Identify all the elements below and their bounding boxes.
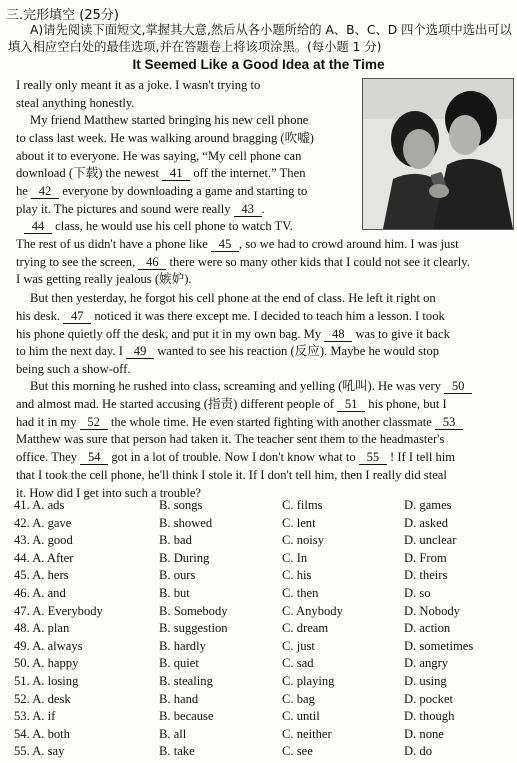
- option-b[interactable]: B. During: [159, 550, 210, 565]
- text-line: steal anything honestly.: [16, 95, 135, 110]
- option-a[interactable]: 44. A. After: [14, 550, 74, 565]
- option-d[interactable]: D. using: [404, 673, 447, 688]
- blank-46[interactable]: 46: [138, 255, 166, 270]
- option-a[interactable]: 51. A. losing: [14, 673, 79, 688]
- text-line: My friend Matthew started bringing his new cell phone: [30, 113, 309, 127]
- option-row-54: [14, 726, 514, 744]
- option-b[interactable]: B. but: [159, 585, 190, 600]
- text-line: he 42 everyone by downloading a game and starting to: [16, 184, 308, 199]
- option-c[interactable]: C. see: [282, 744, 313, 759]
- option-d[interactable]: D. Nobody: [404, 603, 460, 618]
- paragraph-1: [16, 77, 358, 113]
- option-row-50: [14, 655, 514, 673]
- option-a[interactable]: 48. A. plan: [14, 621, 70, 636]
- blank-42[interactable]: 42: [31, 184, 59, 199]
- text-line: The rest of us didn't have a phone like 45 , so we had to crowd around him. I was just: [16, 236, 459, 251]
- option-c[interactable]: C. playing: [282, 673, 335, 688]
- option-d[interactable]: D. unclear: [404, 533, 457, 548]
- text-line: to class last week. He was walking around bragging (吹嘘): [16, 130, 314, 145]
- option-row-44: [14, 550, 514, 568]
- option-row-43: [14, 532, 514, 550]
- paragraph-4: [16, 290, 512, 379]
- option-row-46: [14, 585, 514, 603]
- instructions: [8, 22, 514, 56]
- text-line: But this morning he rushed into class, screaming and yelling (吼叫). He was very 50: [16, 378, 512, 396]
- option-c[interactable]: C. lent: [282, 515, 316, 530]
- passage-title: It Seemed Like a Good Idea at the Time: [132, 57, 385, 72]
- option-b[interactable]: B. because: [159, 709, 214, 724]
- blank-51[interactable]: 51: [337, 397, 365, 412]
- text-line: I really only meant it as a joke. I wasn't trying to: [16, 78, 261, 92]
- blank-55[interactable]: 55: [359, 450, 387, 465]
- option-c[interactable]: C. noisy: [282, 533, 324, 548]
- option-d[interactable]: D. pocket: [404, 691, 453, 706]
- option-c[interactable]: C. sad: [282, 656, 314, 671]
- option-d[interactable]: D. asked: [404, 515, 449, 530]
- paragraph-5: [16, 378, 512, 503]
- text-line: 44 class, he would use his cell phone to watch TV.: [16, 218, 512, 236]
- option-b[interactable]: B. songs: [159, 498, 203, 512]
- blank-52[interactable]: 52: [80, 415, 108, 430]
- option-d[interactable]: D. games: [404, 498, 452, 512]
- passage-photo: [362, 78, 514, 230]
- section-title: 三.完形填空 (25分): [6, 8, 119, 23]
- option-b[interactable]: B. Somebody: [159, 603, 228, 618]
- blank-48[interactable]: 48: [324, 327, 352, 342]
- text-line: and almost mad. He started accusing (指责) different people of 51 his phone, but I: [16, 396, 447, 411]
- text-line: trying to see the screen, 46 there were so many other kids that I could not see it clearly.: [16, 254, 470, 269]
- option-a[interactable]: 46. A. and: [14, 585, 66, 600]
- option-d[interactable]: D. action: [404, 621, 451, 636]
- instructions-line-2: 填入相应空白处的最佳选项,并在答题卷上将该项涂黑。(每小题 1 分): [8, 40, 382, 54]
- option-c[interactable]: C. In: [282, 550, 308, 565]
- text-line: download (下载) the newest 41 off the internet.” Then: [16, 166, 306, 181]
- option-c[interactable]: C. until: [282, 709, 320, 724]
- text-line: his phone quietly off the desk, and put it in my own bag. My 48 was to give it back: [16, 326, 450, 341]
- option-d[interactable]: D. From: [404, 550, 447, 565]
- option-a[interactable]: 43. A. good: [14, 533, 73, 548]
- option-b[interactable]: B. all: [159, 726, 187, 741]
- option-c[interactable]: C. bag: [282, 691, 315, 706]
- text-line: to him the next day. I 49 wanted to see his reaction (反应). Maybe he would stop: [16, 344, 440, 359]
- option-d[interactable]: D. sometimes: [404, 638, 474, 653]
- option-b[interactable]: B. suggestion: [159, 621, 228, 636]
- option-d[interactable]: D. do: [404, 744, 432, 759]
- text-line: that I took the cell phone, he'll think I stole it. If I don't tell him, then I really did steal: [16, 467, 447, 482]
- option-c[interactable]: C. just: [282, 638, 315, 653]
- option-b[interactable]: B. take: [159, 744, 195, 759]
- option-a[interactable]: 53. A. if: [14, 709, 56, 724]
- option-a[interactable]: 54. A. both: [14, 726, 70, 741]
- text-line: Matthew was sure that person had taken it. The teacher sent them to the headmaster's: [16, 432, 445, 447]
- option-a[interactable]: 50. A. happy: [14, 656, 79, 671]
- blank-54[interactable]: 54: [80, 450, 108, 465]
- option-b[interactable]: B. ours: [159, 568, 196, 583]
- option-row-51: [14, 673, 514, 691]
- option-row-47: [14, 603, 514, 621]
- option-a[interactable]: 55. A. say: [14, 744, 65, 759]
- blank-41[interactable]: 41: [162, 166, 190, 181]
- option-c[interactable]: C. neither: [282, 726, 332, 741]
- option-row-49: [14, 638, 514, 656]
- people-with-phone-photo: [363, 79, 513, 229]
- instructions-line-1: A)请先阅读下面短文,掌握其大意,然后从各小题所给的 A、B、C、D 四个选项中选出可以: [30, 23, 512, 37]
- text-line: play it. The pictures and sound were really 43 .: [16, 201, 265, 216]
- option-row-52: [14, 691, 514, 709]
- option-row-45: [14, 567, 514, 585]
- blank-49[interactable]: 49: [126, 344, 154, 359]
- option-a[interactable]: 45. A. hers: [14, 568, 69, 583]
- option-b[interactable]: B. quiet: [159, 656, 199, 671]
- answer-options: [14, 497, 514, 761]
- option-d[interactable]: D. though: [404, 709, 455, 724]
- option-c[interactable]: C. Anybody: [282, 603, 343, 618]
- option-b[interactable]: B. stealing: [159, 673, 213, 688]
- blank-47[interactable]: 47: [63, 309, 91, 324]
- blank-44[interactable]: 44: [24, 219, 52, 234]
- paragraph-3: [16, 218, 512, 289]
- text-line: it. How did I get into such a trouble?: [16, 485, 202, 500]
- text-line: had it in my 52 the whole time. He even started fighting with another classmate 53: [16, 414, 512, 432]
- option-b[interactable]: B. hardly: [159, 638, 206, 653]
- option-b[interactable]: B. hand: [159, 691, 199, 706]
- option-d[interactable]: D. theirs: [404, 568, 448, 583]
- text-line: But then yesterday, he forgot his cell phone at the end of class. He left it right on: [30, 291, 436, 305]
- text-line: office. They 54 got in a lot of trouble. Now I don't know what to 55 ! If I tell him: [16, 450, 456, 465]
- option-row-42: [14, 515, 514, 533]
- blank-43[interactable]: 43: [234, 202, 262, 217]
- option-c[interactable]: C. films: [282, 498, 323, 512]
- option-a[interactable]: 41. A. ads: [14, 498, 65, 512]
- text-line: about it to everyone. He was saying, “My cell phone can: [16, 148, 302, 163]
- option-row-48: [14, 620, 514, 638]
- option-row-55: [14, 743, 514, 761]
- option-d[interactable]: D. angry: [404, 656, 449, 671]
- text-line: I was getting really jealous (嫉妒).: [16, 272, 192, 287]
- option-a[interactable]: 47. A. Everybody: [14, 603, 103, 618]
- option-d[interactable]: D. so: [404, 585, 431, 600]
- option-a[interactable]: 42. A. gave: [14, 515, 72, 530]
- blank-53[interactable]: 53: [435, 415, 463, 430]
- option-c[interactable]: C. then: [282, 585, 319, 600]
- blank-45[interactable]: 45: [211, 237, 239, 252]
- option-a[interactable]: 49. A. always: [14, 638, 83, 653]
- option-b[interactable]: B. showed: [159, 515, 213, 530]
- blank-50[interactable]: 50: [444, 379, 472, 394]
- option-row-41: [14, 497, 514, 515]
- option-row-53: [14, 708, 514, 726]
- option-c[interactable]: C. dream: [282, 621, 329, 636]
- option-a[interactable]: 52. A. desk: [14, 691, 71, 706]
- option-b[interactable]: B. bad: [159, 533, 192, 548]
- text-line: his desk. 47 noticed it was there except me. I decided to teach him a lesson. I took: [16, 308, 445, 323]
- text-line: being such a show-off.: [16, 362, 131, 377]
- paragraph-2: [16, 112, 358, 219]
- option-c[interactable]: C. his: [282, 568, 312, 583]
- option-d[interactable]: D. none: [404, 726, 444, 741]
